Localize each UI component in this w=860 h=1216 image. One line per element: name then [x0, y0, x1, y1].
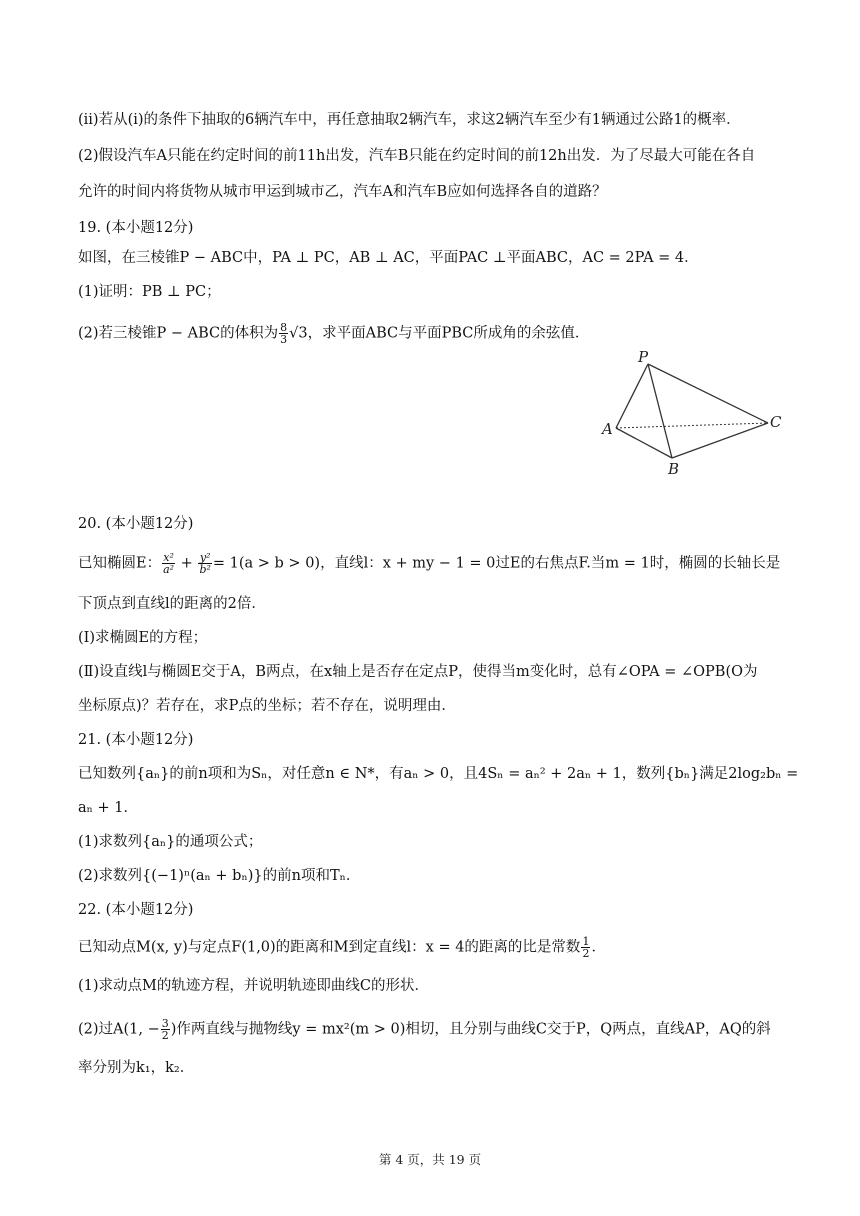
fraction: [162, 552, 175, 575]
text-line: (2)求数列{(−1)ⁿ(aₙ + bₙ)}的前n项和Tₙ．: [78, 868, 361, 884]
text-line: 已知数列{aₙ}的前n项和为Sₙ，对任意n ∈ N*，有aₙ > 0，且4Sₙ = aₙ² + 2aₙ + 1，数列{bₙ}满足2log₂bₙ =: [78, 766, 799, 782]
text-line: [78, 936, 778, 959]
text-line: 下顶点到直线l的距离的2倍．: [78, 596, 266, 612]
fraction-denominator: 2: [582, 947, 590, 960]
fraction-numerator: 3: [161, 1017, 169, 1030]
vertex-label-c: C: [770, 413, 782, 431]
fraction-denominator: 3: [280, 333, 288, 346]
edge-ac-hidden: [616, 423, 768, 428]
text-line: (Ⅰ)求椭圆E的方程；: [78, 630, 208, 646]
plus-sign: +: [176, 555, 198, 572]
question-21-heading: 21. (本小题12分): [78, 732, 194, 748]
text-line: aₙ + 1．: [78, 800, 139, 816]
text-segment: ，求平面ABC与平面PBC所成角的余弦值．: [307, 325, 590, 342]
edge-pc: [648, 364, 768, 423]
text-line: (1)求数列{aₙ}的通项公式；: [78, 834, 263, 850]
page-footer: 第 4 页，共 19 页: [378, 1152, 482, 1167]
text-segment: (2)过A(1, −: [78, 1021, 160, 1038]
edge-ab: [616, 428, 672, 458]
edge-pa: [616, 364, 648, 428]
text-line: 如图，在三棱锥P − ABC中，PA ⊥ PC，AB ⊥ AC，平面PAC ⊥平面ABC，AC = 2PA = 4．: [78, 250, 699, 266]
text-line: 坐标原点)？若存在，求P点的坐标；若不存在，说明理由．: [78, 698, 456, 714]
text-line: 允许的时间内将货物从城市甲运到城市乙，汽车A和汽车B应如何选择各自的道路？: [78, 184, 607, 200]
text-line: [78, 551, 781, 576]
text-segment: (2)若三棱锥P − ABC的体积为: [78, 325, 279, 342]
fraction: [279, 322, 288, 345]
text-line: (2)假设汽车A只能在约定时间的前11h出发，汽车B只能在约定时间的前12h出发．为了尽最大可能在各自: [78, 148, 756, 164]
vertex-label-b: B: [668, 460, 680, 478]
text-segment: = 1(a > b > 0)，直线l：x + my − 1 = 0过E的右焦点F.当m = 1时，椭圆的长轴长是: [212, 555, 781, 572]
text-segment: 已知椭圆E：: [78, 555, 162, 572]
text-line: (1)求动点M的轨迹方程，并说明轨迹即曲线C的形状．: [78, 978, 429, 994]
fraction-numerator: 1: [582, 935, 590, 948]
square-root: √3: [289, 325, 308, 342]
fraction-numerator: x²: [163, 551, 174, 564]
text-line: 率分别为k₁，k₂．: [78, 1060, 195, 1076]
vertex-label-p: P: [638, 348, 649, 366]
edge-bc: [672, 423, 768, 458]
question-20-heading: 20. (本小题12分): [78, 516, 194, 532]
text-line: (ⅱ)若从(ⅰ)的条件下抽取的6辆汽车中，再任意抽取2辆汽车，求这2辆汽车至少有1辆通过公路1的概率．: [78, 112, 741, 128]
fraction-denominator: 2: [161, 1029, 169, 1042]
edge-pb: [648, 364, 672, 458]
question-19-heading: 19. (本小题12分): [78, 220, 194, 236]
fraction-denominator: a²: [163, 563, 175, 576]
fraction: [198, 552, 211, 575]
tetrahedron-figure: [600, 346, 790, 481]
vertex-label-a: A: [602, 420, 613, 438]
text-line: (Ⅱ)设直线l与椭圆E交于A，B两点，在x轴上是否存在定点P，使得当m变化时，总有∠OPA = ∠OPB(O为: [78, 664, 758, 680]
text-line: (1)证明：PB ⊥ PC；: [78, 284, 221, 300]
fraction-numerator: y²: [199, 551, 211, 564]
fraction-denominator: b²: [199, 563, 211, 576]
fraction-numerator: 8: [280, 321, 288, 334]
text-segment: 已知动点M(x, y)与定点F(1,0)的距离和M到定直线l：x = 4的距离的比是常数: [78, 939, 581, 956]
text-line: [78, 1018, 778, 1041]
question-22-heading: 22. (本小题12分): [78, 902, 194, 918]
text-segment: ．: [591, 939, 606, 956]
fraction: [161, 1018, 170, 1041]
fraction: [581, 936, 590, 959]
text-segment: )作两直线与抛物线y = mx²(m > 0)相切，且分别与曲线C交于P，Q两点，直线AP，AQ的斜: [170, 1021, 771, 1038]
text-line: [78, 322, 778, 345]
